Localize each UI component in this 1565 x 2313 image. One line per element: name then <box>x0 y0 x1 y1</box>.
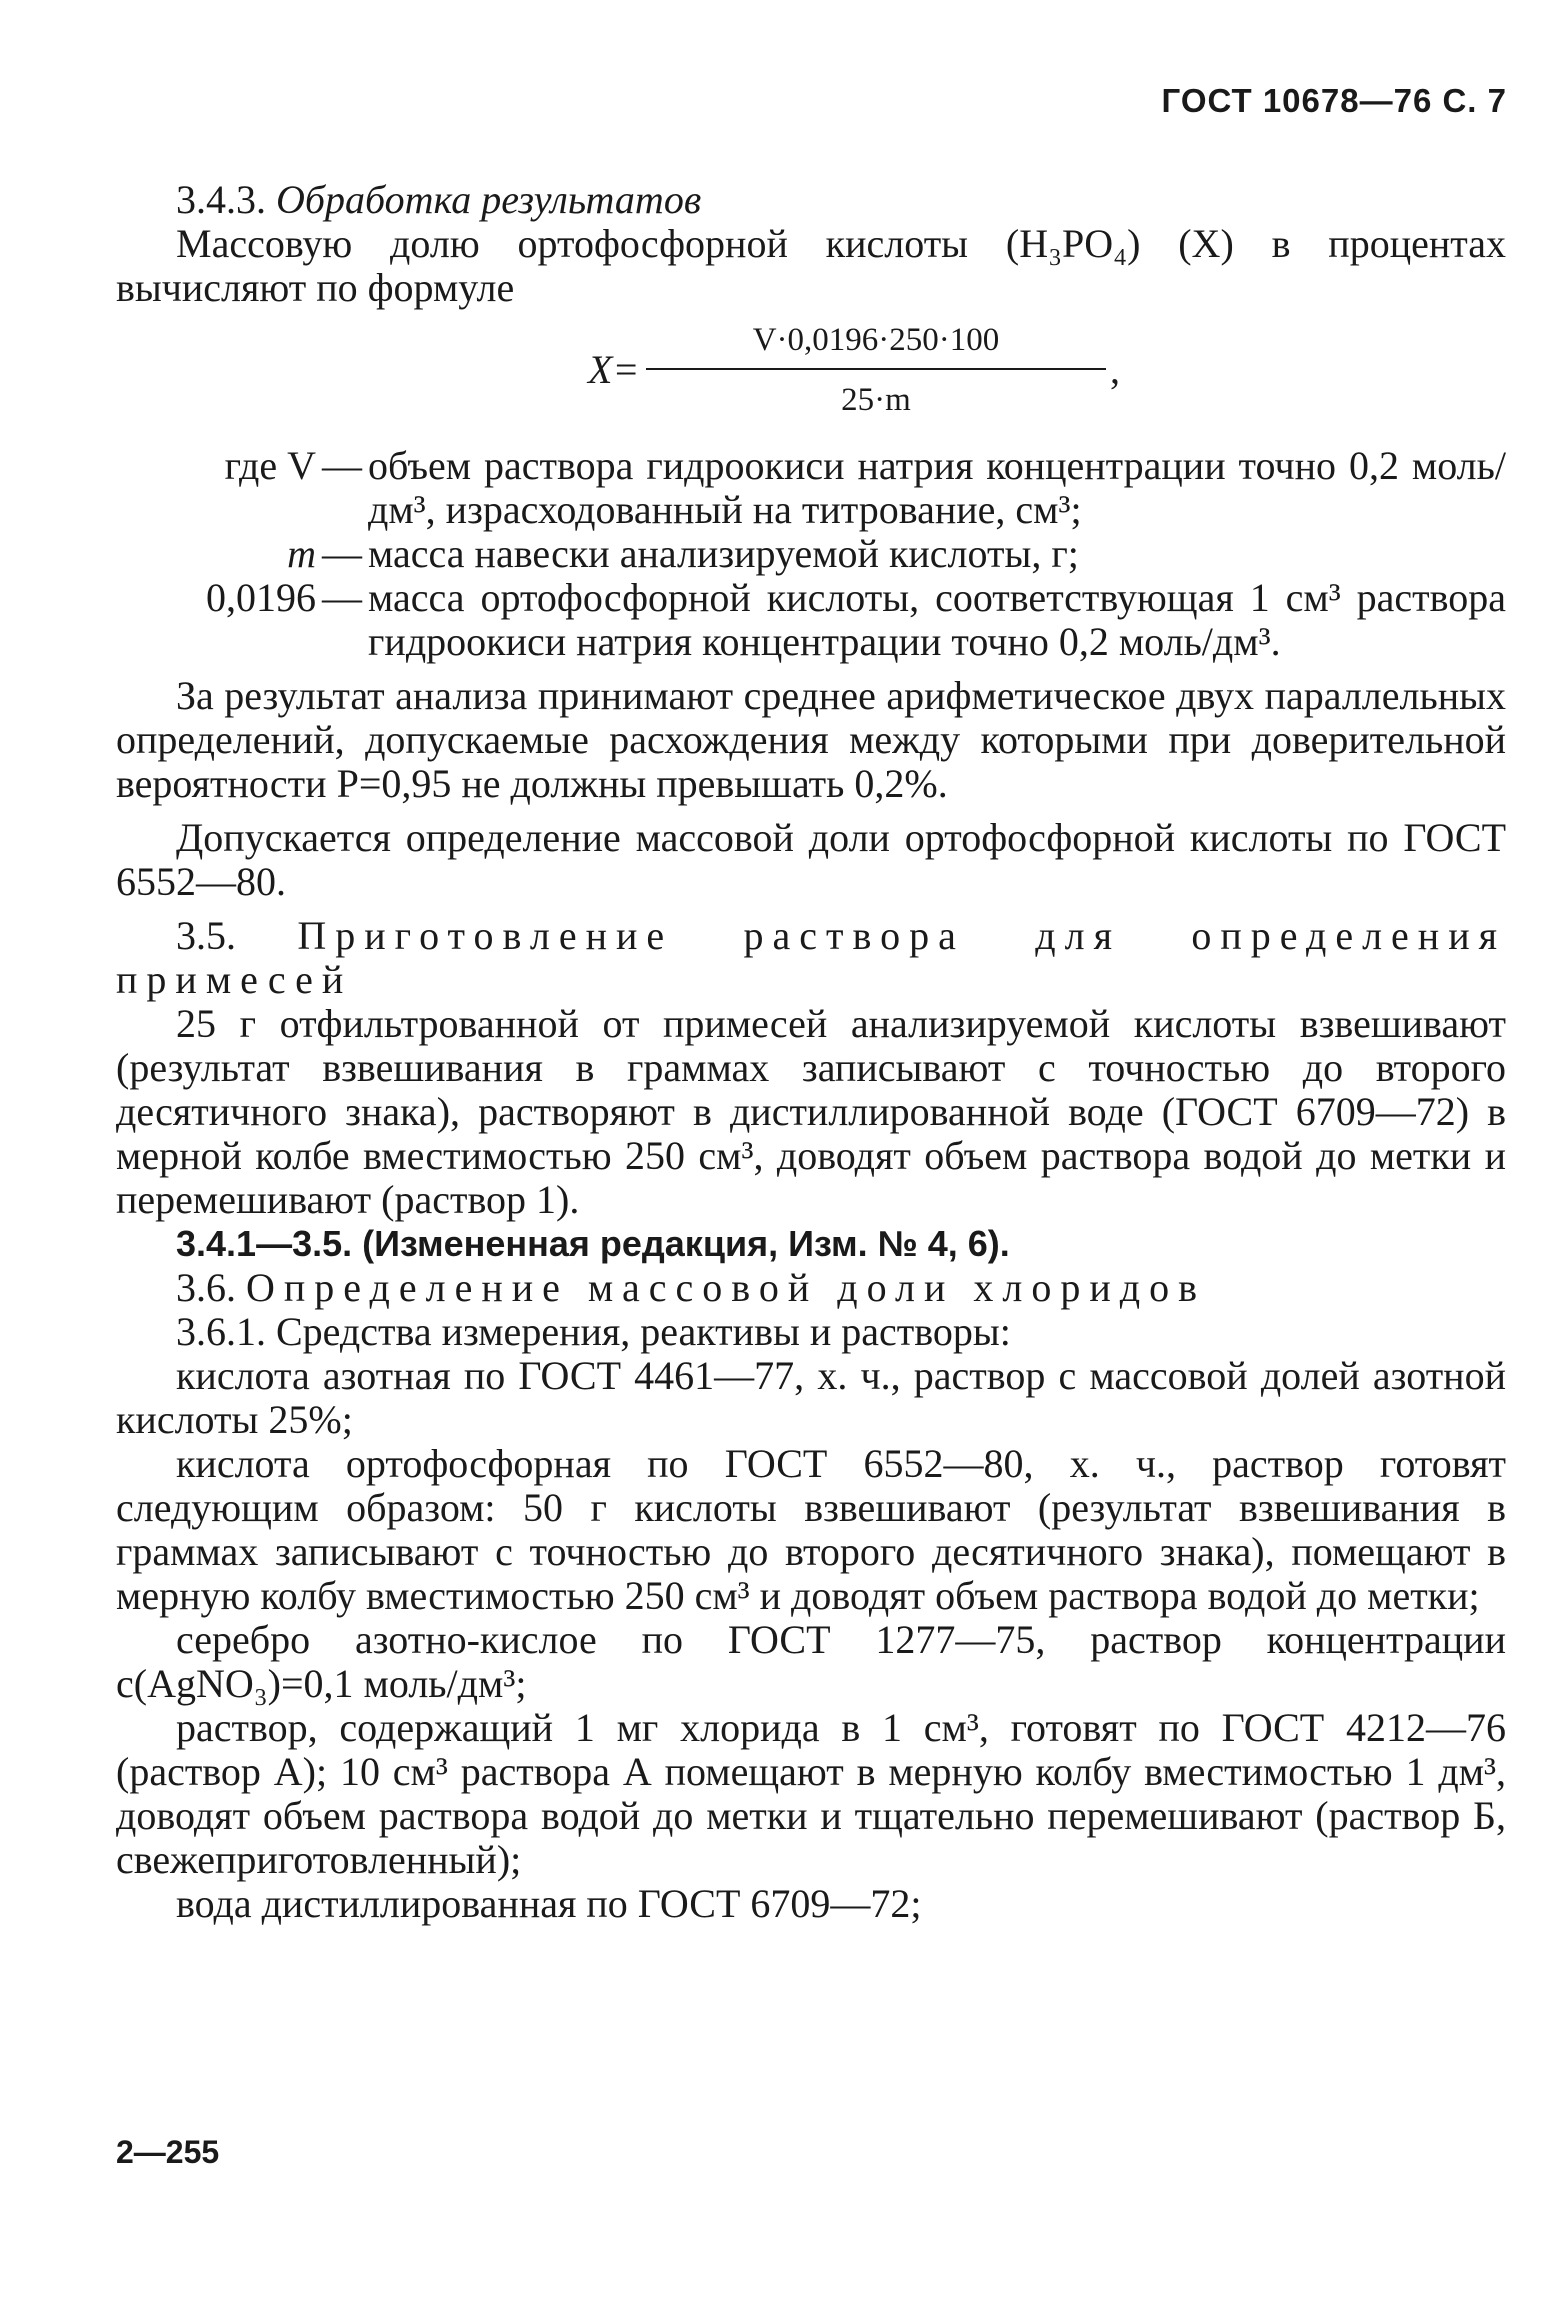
section-number: 3.6. <box>176 1265 246 1310</box>
definition-term: где V <box>224 443 316 488</box>
section-number: 3.5. <box>176 913 298 958</box>
definition-term: m <box>287 531 316 576</box>
definition-dash: — <box>322 443 362 488</box>
section-title: Обработка результатов <box>276 177 702 222</box>
definition-term: 0,0196 <box>206 575 316 620</box>
section-3-5-heading <box>116 914 1506 1002</box>
paragraph-changed-edition: 3.4.1—3.5. (Измененная редакция, Изм. № 4, 6). <box>176 1223 1010 1264</box>
list-item: вода дистиллированная по ГОСТ 6709—72; <box>176 1881 922 1926</box>
formula-denominator: 25·m <box>841 382 911 418</box>
list-item: раствор, содержащий 1 мг хлорида в 1 см³, готовят по ГОСТ 4212—76 (раствор А); 10 см³ раствора А помещают в мерную колбу вместимостью 1 дм³, доводят объем раствора водой до метки и тщательно перемешивают (раствор Б, свежеприготовленный); <box>116 1705 1506 1882</box>
page-footer: 2—255 <box>116 2134 220 2170</box>
definition-text: масса ортофосфорной кислоты, соответствующая 1 см³ раствора гидроокиси натрия концентрации точно 0,2 моль/дм³. <box>368 575 1506 664</box>
section-3-6-1-heading: 3.6.1. Средства измерения, реактивы и растворы: <box>176 1309 1011 1354</box>
variable-definitions <box>116 444 1506 664</box>
formula-fraction <box>646 318 1106 422</box>
definition-dash: — <box>322 575 362 620</box>
definition-text: объем раствора гидроокиси натрия концентрации точно 0,2 моль/дм³, израсходованный на титрование, см³; <box>368 443 1506 532</box>
definition-row <box>116 444 1506 532</box>
paragraph-allowed: Допускается определение массовой доли ортофосфорной кислоты по ГОСТ 6552—80. <box>116 815 1506 904</box>
formula-comma: , <box>1110 347 1120 392</box>
list-item: серебро азотно-кислое по ГОСТ 1277—75, раствор концентрации c(AgNO₃)=0,1 моль/дм³; <box>116 1617 1506 1706</box>
page-header: ГОСТ 10678—76 С. 7 <box>1161 82 1507 119</box>
paragraph-mass-share: Массовую долю ортофосфорной кислоты (H₃PO₄) (X) в процентах вычисляют по формуле <box>116 221 1506 310</box>
section-3-4-3-heading <box>116 178 1506 222</box>
list-item: кислота азотная по ГОСТ 4461—77, х. ч., раствор с массовой долей азотной кислоты 25%; <box>116 1353 1506 1442</box>
definition-dash: — <box>322 531 362 576</box>
document-body <box>116 178 1506 1926</box>
formula-numerator: V·0,0196·250·100 <box>646 318 1106 370</box>
definition-text: масса навески анализируемой кислоты, г; <box>368 531 1079 576</box>
formula <box>116 314 1506 424</box>
section-number: 3.4.3. <box>176 177 276 222</box>
section-3-6-heading <box>116 1266 1506 1310</box>
definition-row <box>116 576 1506 664</box>
section-title: Определение массовой доли хлоридов <box>246 1265 1207 1310</box>
list-item: кислота ортофосфорная по ГОСТ 6552—80, х. ч., раствор готовят следующим образом: 50 г кислоты взвешивают (результат взвешивания в граммах записывают с точностью до второго десятичного знака), помещают в мерную колбу вместимостью 250 см³ и доводят объем раствора водой до метки; <box>116 1441 1506 1618</box>
section-title: Приготовление раствора для определения примесей <box>116 913 1506 1002</box>
paragraph-result: За результат анализа принимают среднее арифметическое двух параллельных определений, допускаемые расхождения между которыми при доверительной вероятности P=0,95 не должны превышать 0,2%. <box>116 673 1506 806</box>
definition-row <box>116 532 1506 576</box>
formula-lhs: X= <box>588 347 640 392</box>
paragraph-25g: 25 г отфильтрованной от примесей анализируемой кислоты взвешивают (результат взвешивания в граммах записывают с точностью до второго десятичного знака), растворяют в дистиллированной воде (ГОСТ 6709—72) в мерной колбе вместимостью 250 см³, доводят объем раствора водой до метки и перемешивают (раствор 1). <box>116 1001 1506 1222</box>
